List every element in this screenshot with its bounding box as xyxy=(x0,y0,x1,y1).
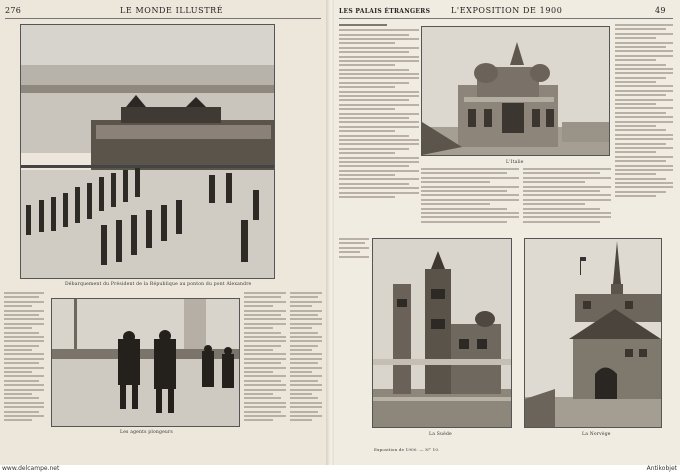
sweden-photo-image xyxy=(373,239,511,427)
landing-photo-image xyxy=(21,25,274,278)
footer-left-watermark[interactable]: www.delcampe.net xyxy=(2,465,60,472)
left-page-far-column xyxy=(290,292,322,452)
photo-sweden-pavilion xyxy=(372,238,512,428)
page-number-left: 276 xyxy=(5,6,22,15)
left-page-right-column xyxy=(244,292,286,452)
header-rule-right xyxy=(339,18,673,19)
photo-president-landing xyxy=(20,24,275,279)
photo-agents xyxy=(51,298,240,427)
page-number-right: 49 xyxy=(655,6,666,15)
caption-president-landing: Débarquement du Président de la République au ponton du pont Alexandre xyxy=(65,282,252,287)
photo-norway-pavilion xyxy=(524,238,662,428)
right-page-left-column xyxy=(339,24,419,229)
agents-photo-image xyxy=(52,299,239,426)
photo-italy-pavilion xyxy=(421,26,610,156)
right-page-footer-note: Exposition de 1900. — N° 10. xyxy=(374,447,440,452)
header-title-left: LE MONDE ILLUSTRÉ xyxy=(120,6,224,15)
footer-right-watermark[interactable]: Antikobjet xyxy=(646,465,677,472)
right-page-bottom-left-column xyxy=(339,238,369,428)
italy-photo-image xyxy=(422,27,609,155)
section-title: LES PALAIS ÉTRANGERS xyxy=(339,8,431,15)
left-text-column xyxy=(4,292,44,452)
middle-text-right xyxy=(523,168,611,230)
caption-sweden: La Suède xyxy=(429,432,452,437)
norway-photo-image xyxy=(525,239,661,427)
right-page-right-column xyxy=(615,24,673,229)
caption-norway: La Norvège xyxy=(582,432,611,437)
right-page xyxy=(334,0,680,465)
header-rule-left xyxy=(5,18,321,19)
middle-text-left xyxy=(421,168,519,230)
caption-agents: Les agents plongeurs xyxy=(120,430,173,435)
header-title-right: L'EXPOSITION DE 1900 xyxy=(451,6,563,15)
left-page xyxy=(0,0,328,465)
footer-bar xyxy=(0,465,680,473)
caption-italy: L'Italie xyxy=(506,160,524,165)
